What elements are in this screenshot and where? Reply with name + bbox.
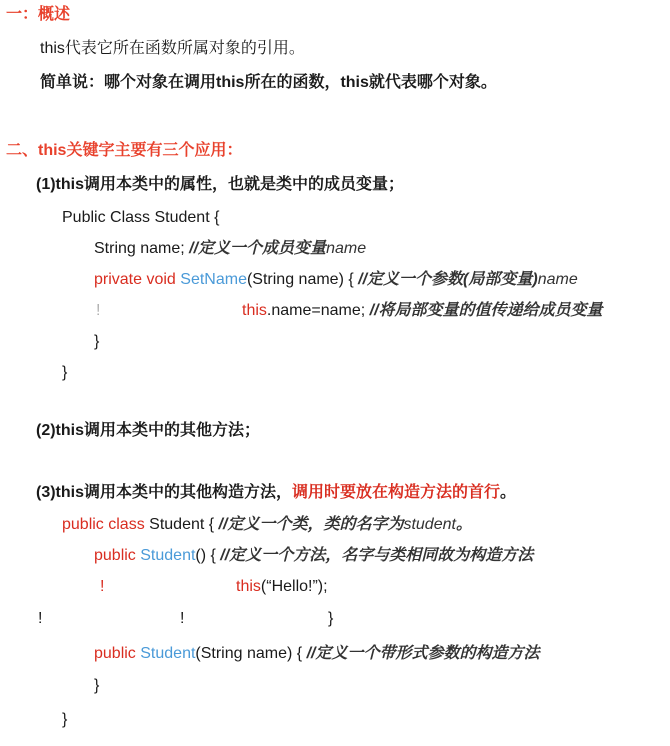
code1-method-modifier: private void bbox=[94, 271, 181, 288]
code3-ctor1-line bbox=[94, 545, 533, 567]
code3-ctor2-rest: (String name) { bbox=[195, 645, 307, 662]
code3-this-args: (“Hello!”); bbox=[260, 578, 328, 595]
code3-class-line bbox=[62, 514, 472, 536]
code1-field-line bbox=[94, 238, 366, 260]
code3-ctor1-comment: //定义一个方法，名字与类相同故为构造方法 bbox=[220, 547, 534, 564]
code3-ctor1-rest: () { bbox=[195, 547, 221, 564]
code3-class-name: Student { bbox=[149, 516, 219, 533]
code1-this-keyword: this bbox=[242, 302, 267, 319]
code3-close-outer: } bbox=[62, 711, 68, 728]
code3-ctor2-line bbox=[94, 643, 539, 665]
item-3-highlight: 调用时要放在构造方法的首行 bbox=[292, 484, 501, 501]
code1-method-comment-c: ) bbox=[532, 271, 538, 288]
code1-bang: ! bbox=[96, 302, 101, 319]
code1-assign: .name=name; bbox=[266, 302, 370, 319]
overview-line-2: 简单说：哪个对象在调用this所在的函数，this就代表哪个对象。 bbox=[40, 74, 497, 91]
code1-method-comment-d: name bbox=[537, 271, 578, 288]
code3-this-line bbox=[236, 576, 328, 598]
code1-method-line bbox=[94, 269, 578, 291]
code3-class-comment-en: student bbox=[403, 516, 456, 533]
code1-method-comment-a: //定义一个参数( bbox=[358, 271, 469, 288]
code1-field-comment-en: name bbox=[326, 240, 367, 257]
code1-close-outer: } bbox=[62, 364, 68, 381]
code3-bang-left: ! bbox=[38, 610, 43, 627]
code3-class-comment: //定义一个类，类的名字为 bbox=[218, 516, 404, 533]
code1-assign-comment: //将局部变量的值传递给成员变量 bbox=[369, 302, 603, 319]
code1-close-inner: } bbox=[94, 333, 100, 350]
code3-close2: } bbox=[94, 677, 100, 694]
item-1: (1)this调用本类中的属性，也就是类中的成员变量； bbox=[36, 176, 405, 193]
code1-field-comment: //定义一个成员变量 bbox=[189, 240, 327, 257]
code1-method-params: (String name) { bbox=[246, 271, 359, 288]
section1-title: 一：概述 bbox=[6, 6, 71, 23]
overview-line-1: this代表它所在函数所属对象的引用。 bbox=[40, 40, 305, 57]
item-3-text: (3)this调用本类中的其他构造方法， bbox=[36, 484, 293, 501]
item-2: (2)this调用本类中的其他方法； bbox=[36, 422, 261, 439]
code3-close1: } bbox=[328, 610, 334, 627]
code1-assign-line bbox=[242, 300, 603, 322]
item-3-end: 。 bbox=[500, 484, 517, 501]
code3-ctor2-name: Student bbox=[140, 645, 196, 662]
code3-ctor2-comment: //定义一个带形式参数的构造方法 bbox=[306, 645, 540, 662]
code1-method-comment-b: 局部变量 bbox=[468, 271, 533, 288]
code3-ctor1-modifier: public bbox=[94, 547, 141, 564]
code1-field-type: String name; bbox=[94, 240, 190, 257]
code3-ctor2-modifier: public bbox=[94, 645, 141, 662]
code3-class-keyword: public class bbox=[62, 516, 150, 533]
item-3 bbox=[36, 482, 516, 504]
code3-class-comment-end: 。 bbox=[455, 516, 472, 533]
code3-bang-mid: ! bbox=[180, 610, 185, 627]
section2-title: 二、this关键字主要有三个应用： bbox=[6, 142, 243, 159]
code3-ctor1-name: Student bbox=[140, 547, 196, 564]
code1-method-name: SetName bbox=[180, 271, 247, 288]
code3-this-keyword: this bbox=[236, 578, 261, 595]
code1-class-decl: Public Class Student { bbox=[62, 209, 220, 226]
code3-bang: ! bbox=[100, 578, 105, 595]
